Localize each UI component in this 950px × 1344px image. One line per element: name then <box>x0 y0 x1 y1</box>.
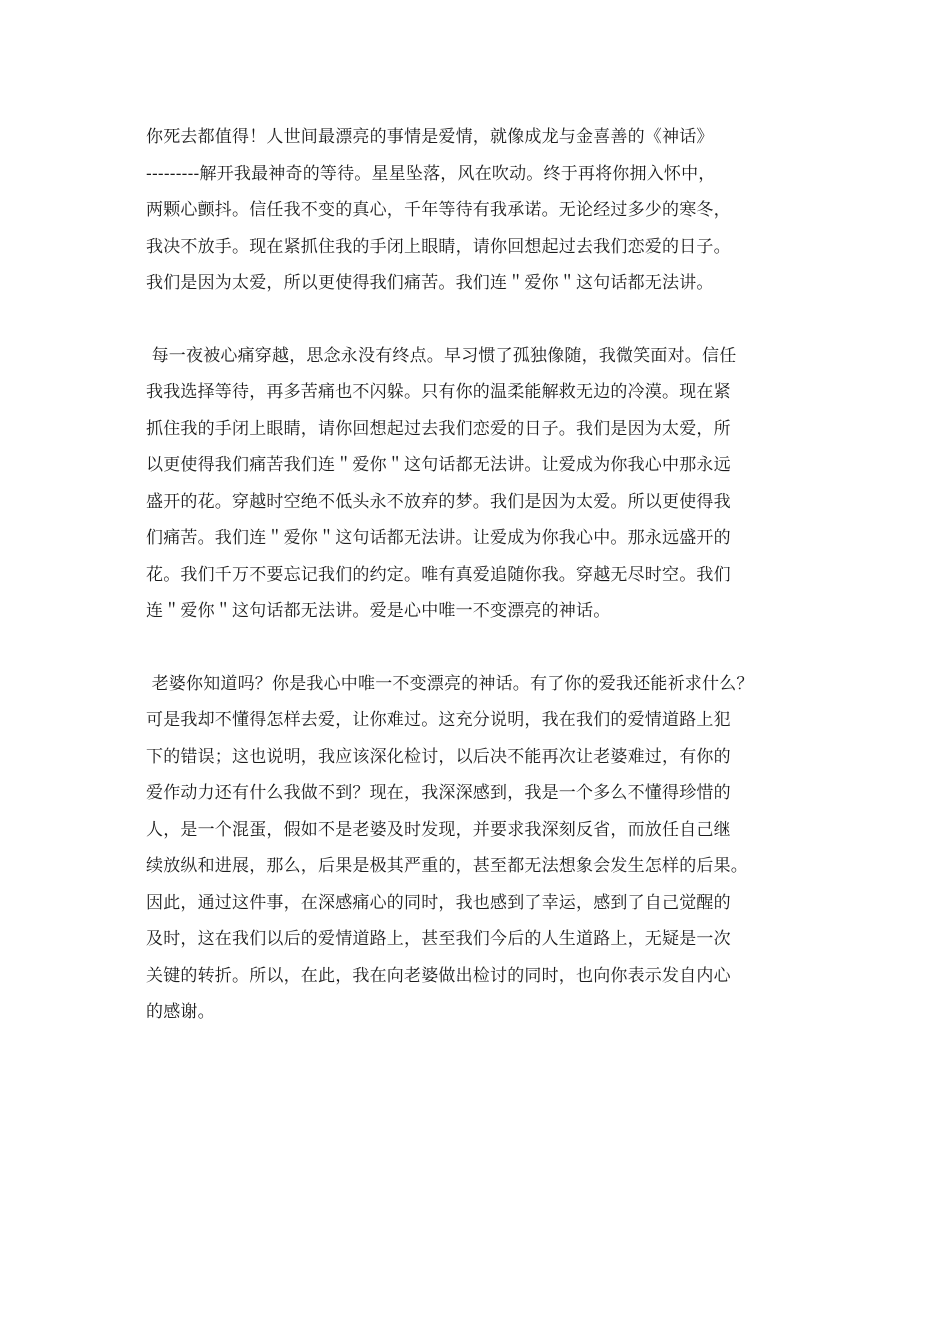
text-line: 我们是因为太爱，所以更使得我们痛苦。我们连＂爱你＂这句话都无法讲。 <box>146 273 714 293</box>
text-line: 两颗心颤抖。信任我不变的真心，千年等待有我承诺。无论经过多少的寒冬， <box>146 200 731 220</box>
text-line: 我决不放手。现在紧抓住我的手闭上眼睛，请你回想起过去我们恋爱的日子。 <box>146 236 731 257</box>
text-line: 你死去都值得！人世间最漂亮的事情是爱情，就像成龙与金喜善的《神话》 <box>146 127 714 147</box>
text-line: 连＂爱你＂这句话都无法讲。爱是心中唯一不变漂亮的神话。 <box>146 601 611 621</box>
text-line: 每一夜被心痛穿越，思念永没有终点。早习惯了孤独像随，我微笑面对。信任 <box>146 345 737 366</box>
text-line: 盛开的花。穿越时空绝不低头永不放弃的梦。我们是因为太爱。所以更使得我 <box>146 491 731 512</box>
text-line: 老婆你知道吗？你是我心中唯一不变漂亮的神话。有了你的爱我还能祈求什么？ <box>146 673 754 694</box>
paragraph-spacer <box>146 302 836 338</box>
text-line: 爱作动力还有什么我做不到？现在，我深深感到，我是一个多么不懂得珍惜的 <box>146 783 731 803</box>
text-line: 的感谢。 <box>146 1002 215 1022</box>
text-line: 我我选择等待，再多苦痛也不闪躲。只有你的温柔能解救无边的冷漠。现在紧 <box>146 382 731 402</box>
text-line: 抓住我的手闭上眼睛，请你回想起过去我们恋爱的日子。我们是因为太爱，所 <box>146 418 731 439</box>
document-body <box>146 119 836 1031</box>
paragraph-2 <box>146 338 836 630</box>
text-line: 关键的转折。所以，在此，我在向老婆做出检讨的同时，也向你表示发自内心 <box>146 965 731 986</box>
text-line: 们痛苦。我们连＂爱你＂这句话都无法讲。让爱成为你我心中。那永远盛开的 <box>146 528 731 548</box>
text-line: 及时，这在我们以后的爱情道路上，甚至我们今后的人生道路上，无疑是一次 <box>146 929 731 949</box>
paragraph-1 <box>146 119 836 302</box>
text-line: ---------解开我最神奇的等待。星星坠落，风在吹动。终于再将你拥入怀中， <box>146 163 716 184</box>
text-line: 以更使得我们痛苦我们连＂爱你＂这句话都无法讲。让爱成为你我心中那永远 <box>146 455 731 475</box>
text-line: 人，是一个混蛋，假如不是老婆及时发现，并要求我深刻反省，而放任自己继 <box>146 819 731 840</box>
paragraph-spacer <box>146 630 836 666</box>
text-line: 可是我却不懂得怎样去爱，让你难过。这充分说明，我在我们的爱情道路上犯 <box>146 710 731 730</box>
text-line: 续放纵和进展，那么，后果是极其严重的，甚至都无法想象会发生怎样的后果。 <box>146 856 748 876</box>
paragraph-3 <box>146 666 836 1031</box>
text-line: 下的错误；这也说明，我应该深化检讨，以后决不能再次让老婆难过，有你的 <box>146 746 731 767</box>
text-line: 因此，通过这件事，在深感痛心的同时，我也感到了幸运，感到了自己觉醒的 <box>146 892 731 913</box>
text-line: 花。我们千万不要忘记我们的约定。唯有真爱追随你我。穿越无尽时空。我们 <box>146 564 731 585</box>
